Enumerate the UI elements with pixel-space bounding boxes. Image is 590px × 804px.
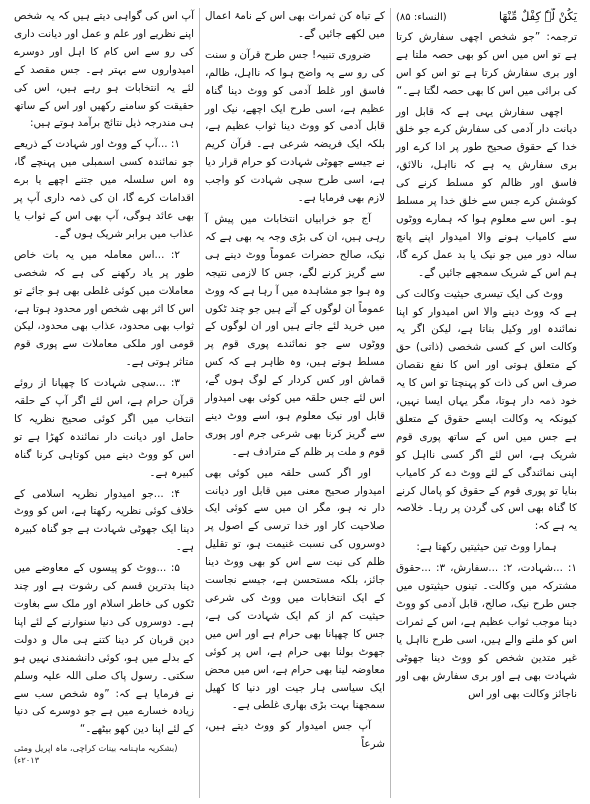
paragraph: آپ اس کی گواہی دیتے ہیں کہ یہ شخص اپنے نظریے اور علم و عمل اور دیانت داری کی رو سے اس کام کا اہل اور دوسرے امیدواروں سے بہتر ہے۔ جس مقصد کے لئے یہ انتخابات ہو رہے ہیں، اس کی حقیقت کو سامنے رکھیں اور اس کے ساتھ ہی مندرجہ ذیل نتائج برآمد ہوتے ہیں: [14, 10, 194, 130]
list-item: ۵: ...ووٹ کو پیسوں کے معاوضے میں دینا بدترین قسم کی رشوت ہے اور چند ٹکوں کی خاطر اسلام اور ملک سے بغاوت ہے۔ دوسروں کی دنیا سنوارنے کے لئے اپنا دین قربان کر دینا کتنے ہی مال و دولت کے بدلے میں ہو، کوئی دانشمندی نہیں ہو سکتی۔ رسول پاک صلی اللہ علیہ وسلم نے فرمایا ہے کہ: ”وہ شخص سب سے زیادہ خسارے میں ہے جو دوسرے کی دنیا کے لئے اپنا دین کھو بیٹھے۔“ [14, 562, 194, 736]
list-item: ۱: ...آپ کے ووٹ اور شہادت کے ذریعے جو نمائندہ کسی اسمبلی میں پہنچے گا، وہ اس سلسلہ میں جتنے اچھے یا برے اقدامات کرے گا، ان کی ذمہ داری آپ پر بھی عائد ہوگی، آپ بھی اس کے ثواب یا عذاب میں برابر شریک ہوں گے۔ [14, 138, 194, 240]
paragraph: اچھی سفارش یہی ہے کہ قابل اور دیانت دار آدمی کی سفارش کرے جو خلق خدا کے حقوق صحیح طور پر ادا کرے اور بری سفارش یہ ہے کہ نااہل، نالائق، فاسق اور ظالم کو مسلط کرنے کی کوشش کرے جس سے خلق خدا پر مسلط ہو۔ اس سے معلوم ہوا کہ ہمارے ووٹوں سے کامیاب ہونے والا امیدوار اپنے پانچ سالہ دور میں جو نیک یا بد عمل کرے گا، ہم اس کے شریک سمجھے جائیں گے۔ [396, 105, 577, 279]
column-left [9, 8, 200, 798]
list-item: ۴: ...جو امیدوار نظریہ اسلامی کے خلاف کوئی نظریہ رکھتا ہے، اس کو ووٹ دینا ایک جھوٹی شہادت ہے جو گناہ کبیرہ ہے۔ [14, 487, 194, 554]
column-middle [200, 8, 391, 798]
list-item: ۲: ...اس معاملہ میں یہ بات خاص طور پر یاد رکھنے کی ہے کہ شخصی معاملات میں کوئی غلطی بھی ہو جائے تو اس کا اثر بھی شخص اور محدود ہوتا ہے، ثواب بھی محدود، عذاب بھی محدود، لیکن قومی اور ملکی معاملات سے پوری قوم متاثر ہوتی ہے۔ [14, 248, 194, 369]
verse-reference: (النساء: ۸۵) [396, 12, 447, 23]
paragraph: کے تباہ کن ثمرات بھی اس کے نامۂ اعمال میں لکھے جائیں گے۔ [205, 10, 385, 40]
quran-verse [396, 8, 577, 27]
source-credit: (بشکریہ ماہنامہ بینات کراچی، ماہ اپریل ومئی ۲۰۱۳ء) [14, 743, 178, 766]
paragraph: ضروری تنبیہ! جس طرح قرآن و سنت کی رو سے یہ واضح ہوا کہ نااہل، ظالم، فاسق اور غلط آدمی کو ووٹ دینا گناہ عظیم ہے، اسی طرح ایک اچھے، نیک اور قابل آدمی کو ووٹ دینا ثواب عظیم ہے، بلکہ ایک فریضہ شرعی ہے۔ قرآن کریم نے جیسے جھوٹی شہادت کو حرام قرار دیا ہے، اسی طرح سچی شہادت کو واجب لازم بھی فرمایا ہے۔ [205, 48, 385, 205]
verse-text: یَکُنْ لَّہٗ کِفْلٌ مِّنْھَا [498, 9, 577, 23]
verse-translation: ترجمہ: ”جو شخص اچھی سفارش کرتا ہے تو اس میں اس کو بھی حصہ ملتا ہے اور بری سفارش کرتا ہے تو اس کو اس کی برائی میں اس کا بھی حصہ لگتا ہے۔“ [396, 30, 577, 97]
paragraph: اور اگر کسی حلقہ میں کوئی بھی امیدوار صحیح معنی میں قابل اور دیانت دار نہ ہو، مگر ان میں سے کوئی ایک صلاحیت کار اور خدا ترسی کے اصول پر دوسروں کی نسبت غنیمت ہو، تو تقلیل ظلم کی نیت سے اس کو بھی ووٹ دینا جائز، بلکہ مستحسن ہے، جیسے نجاست کے ایک انتخابات میں ووٹ کی شرعی حیثیت کم از کم ایک شہادت کی ہے، جس کا چھپانا بھی حرام ہے اور اس میں جھوٹ بولنا بھی حرام ہے، اس پر کوئی معاوضہ لینا بھی حرام ہے، اس میں محض ایک سیاسی ہار جیت اور دنیا کا کھیل سمجھنا بہت بڑی بھاری غلطی ہے۔ [205, 466, 385, 712]
list-item: ۳: ...سچی شہادت کا چھپانا از روئے قرآن حرام ہے، اس لئے اگر آپ کے حلقہ انتخاب میں اگر کوئی صحیح نظریہ کا حامل اور دیانت دار نمائندہ کھڑا ہے تو اس کو ووٹ دینے میں کوتاہی کرنا گناہ کبیرہ ہے۔ [14, 377, 194, 479]
paragraph: ۱: ...شہادت، ۲: ...سفارش، ۳: ...حقوق مشترکہ میں وکالت۔ تینوں حیثیتوں میں جس طرح نیک، صالح، قابل آدمی کو ووٹ دینا موجب ثواب عظیم ہے، اس کے ثمرات اس کو ملنے والے ہیں، اسی طرح نااہل یا غیر متدین شخص کو ووٹ دینا جھوٹی شہادت بھی ہے اور بری سفارش بھی اور ناجائز وکالت بھی اور اس [396, 562, 577, 700]
paragraph: آپ جس امیدوار کو ووٹ دیتے ہیں، شرعاً [205, 720, 385, 751]
column-right [391, 8, 582, 798]
paragraph: ووٹ کی ایک تیسری حیثیت وکالت کی ہے کہ ووٹ دینے والا اس امیدوار کو اپنا نمائندہ اور وکیل بناتا ہے، لیکن اگر یہ وکالت اس کے کسی شخصی (ذاتی) حق کے متعلق ہوتی اور اس کا نفع نقصان صرف اس کی ذات کو پہنچتا تو اس کا یہ خود ذمہ دار ہوتا، مگر یہاں ایسا نہیں، کیونکہ یہ وکالت ایسے حقوق کے متعلق ہے جس میں اس کے ساتھ پوری قوم شریک ہے، اس لئے اگر کسی نااہل کو اپنی نمائندگی کے لئے ووٹ دے کر کامیاب بنایا تو پوری قوم کے حقوق کو پامال کرنے کا گناہ بھی اس کی گردن پر رہا۔ خلاصہ یہ ہے کہ: [396, 287, 577, 533]
subheading: ہمارا ووٹ تین حیثیتیں رکھتا ہے: [416, 541, 557, 554]
paragraph: آج جو خرابیاں انتخابات میں پیش آ رہی ہیں، ان کی بڑی وجہ یہ بھی ہے کہ نیک، صالح حضرات عموماً ووٹ دینے ہی سے گریز کرنے لگے، جس کا لازمی نتیجہ وہ ہوا جو مشاہدہ میں آ رہا ہے کہ ووٹ عموماً ان لوگوں کے آتے ہیں جو چند ٹکوں میں خرید لئے جاتے ہیں اور ان لوگوں کے ووٹوں سے جو نمائندے پوری قوم پر مسلط ہوتے ہیں، وہ ظاہر ہے کہ کس قماش اور کس کردار کے لوگ ہوں گے، اس لئے جس حلقہ میں کوئی بھی امیدوار قابل اور نیک معلوم ہو، اسے ووٹ دینے سے گریز کرنا بھی شرعی جرم اور پوری قوم و ملت پر ظلم کے مترادف ہے۔ [205, 212, 385, 458]
